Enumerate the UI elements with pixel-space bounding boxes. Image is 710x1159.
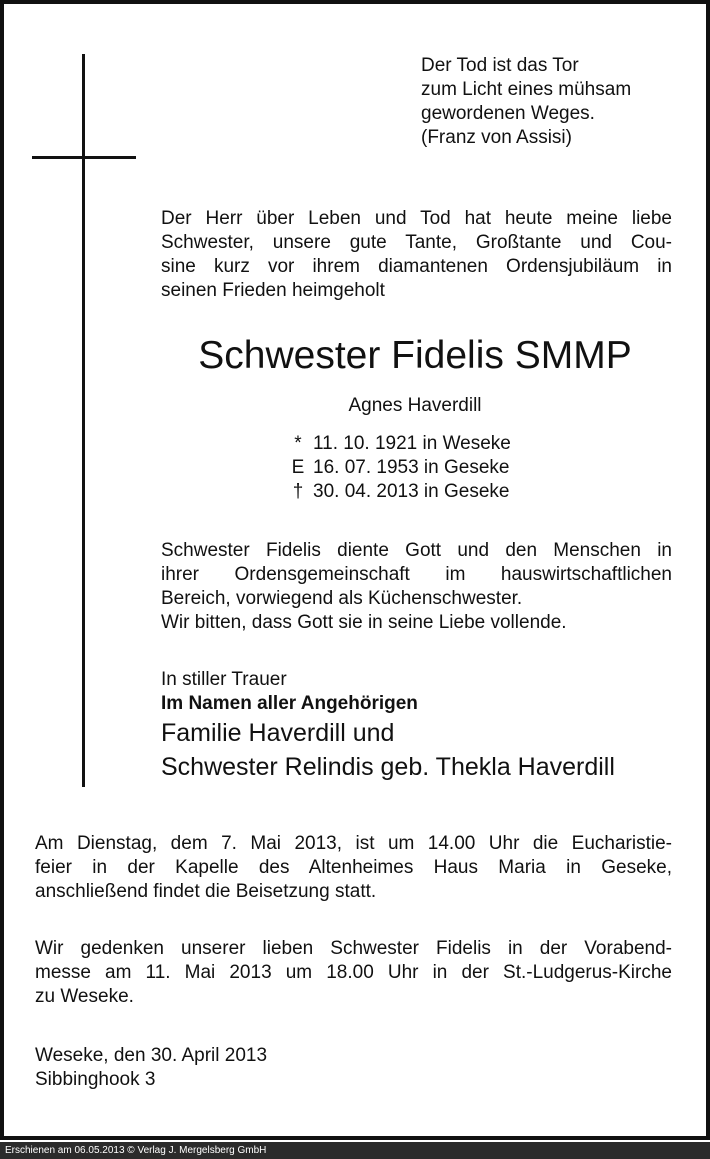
service-line: Wir bitten, dass Gott sie in seine Liebe vollende. bbox=[161, 612, 567, 633]
sister-name: Schwester Relindis geb. Thekla Haverdill bbox=[161, 753, 615, 781]
birth-star-icon: * bbox=[294, 433, 302, 454]
funeral-line: anschließend findet die Beisetzung statt. bbox=[35, 881, 377, 902]
funeral-line: Am Dienstag, dem 7. Mai 2013, ist um 14.00 Uhr die Eucharistie- bbox=[35, 833, 672, 854]
memorial-line: messe am 11. Mai 2013 um 18.00 Uhr in der St.-Ludgerus-Kirche bbox=[35, 962, 672, 983]
birth-date-row bbox=[287, 432, 511, 456]
funeral-line: feier in der Kapelle des Altenheimes Haus Maria in Geseke, bbox=[35, 857, 672, 878]
cross-horizontal-bar bbox=[32, 156, 136, 159]
death-cross-icon: † bbox=[292, 481, 304, 502]
life-dates bbox=[287, 432, 511, 504]
intro-line: Der Herr über Leben und Tod hat heute meine liebe bbox=[161, 208, 672, 229]
on-behalf-line: Im Namen aller Angehörigen bbox=[161, 693, 418, 714]
birth-name: Agnes Haverdill bbox=[348, 395, 482, 416]
quote-block bbox=[421, 54, 631, 150]
address-line: Sibbinghook 3 bbox=[35, 1069, 156, 1090]
birth-date-text: 11. 10. 1921 in Weseke bbox=[313, 433, 511, 454]
quote-line: zum Licht eines mühsam bbox=[421, 79, 632, 100]
cross-vertical-bar bbox=[82, 54, 85, 787]
family-name: Familie Haverdill und bbox=[161, 719, 395, 747]
profession-date-text: 16. 07. 1953 in Geseke bbox=[313, 457, 510, 478]
death-date-text: 30. 04. 2013 in Geseke bbox=[313, 481, 510, 502]
profession-date-row bbox=[287, 456, 511, 480]
service-paragraph bbox=[161, 539, 672, 635]
funeral-paragraph bbox=[35, 832, 672, 904]
intro-paragraph bbox=[161, 207, 672, 303]
place-date-line: Weseke, den 30. April 2013 bbox=[35, 1045, 268, 1066]
mourners-block bbox=[161, 668, 615, 784]
quote-line: (Franz von Assisi) bbox=[421, 127, 572, 148]
intro-line: seinen Frieden heimgeholt bbox=[161, 280, 385, 301]
place-and-date bbox=[35, 1044, 267, 1092]
service-line: Bereich, vorwiegend als Küchenschwester. bbox=[161, 588, 523, 609]
service-line: Schwester Fidelis diente Gott und den Menschen in bbox=[161, 540, 672, 561]
publication-footer: Erschienen am 06.05.2013 © Verlag J. Mergelsberg GmbH bbox=[0, 1142, 710, 1159]
death-date-row bbox=[287, 480, 511, 504]
memorial-line: Wir gedenken unserer lieben Schwester Fidelis in der Vorabend- bbox=[35, 938, 672, 959]
mourning-intro: In stiller Trauer bbox=[161, 669, 287, 690]
deceased-name: Schwester Fidelis SMMP bbox=[198, 334, 632, 377]
quote-line: gewordenen Weges. bbox=[421, 103, 595, 124]
memorial-paragraph bbox=[35, 937, 672, 1009]
memorial-line: zu Weseke. bbox=[35, 986, 134, 1007]
service-line: ihrer Ordensgemeinschaft im hauswirtschaftlichen bbox=[161, 564, 672, 585]
quote-line: Der Tod ist das Tor bbox=[421, 55, 579, 76]
intro-line: sine kurz vor ihrem diamantenen Ordensjubiläum in bbox=[161, 256, 672, 277]
profession-symbol: E bbox=[291, 457, 305, 478]
intro-line: Schwester, unsere gute Tante, Großtante und Cou- bbox=[161, 232, 672, 253]
